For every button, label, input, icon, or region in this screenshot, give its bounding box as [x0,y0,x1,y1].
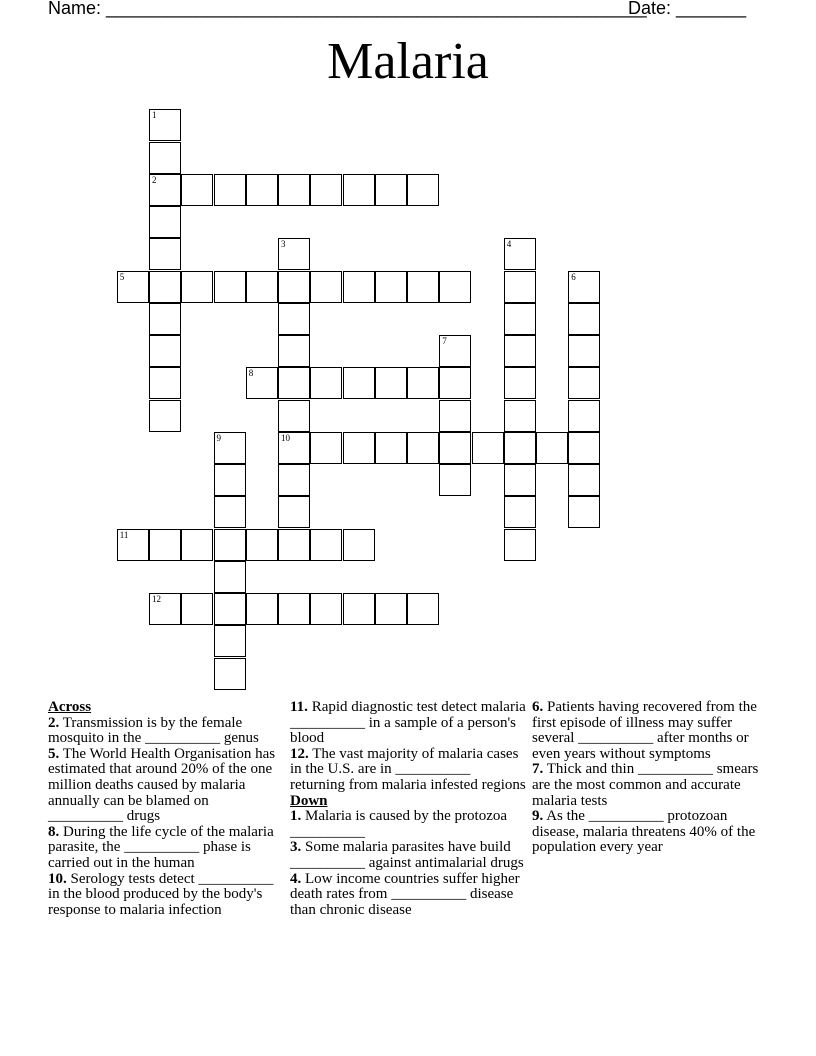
clue-across-12: 12. The vast majority of malaria cases in the U.S. are in __________ returning from malaria infested regions [290,745,526,793]
grid-cell[interactable] [246,174,278,206]
grid-cell[interactable] [278,400,310,432]
clues-column-2 [290,700,526,918]
grid-cell[interactable] [439,464,471,496]
grid-cell[interactable] [568,464,600,496]
grid-cell[interactable] [407,432,439,464]
grid-cell[interactable] [149,238,181,270]
grid-cell[interactable] [310,593,342,625]
grid-cell[interactable] [181,593,213,625]
grid-cell[interactable] [214,496,246,528]
grid-cell[interactable] [246,593,278,625]
grid-cell[interactable] [407,271,439,303]
clue-number: 6 [571,271,576,282]
date-field[interactable]: Date: _______ [628,0,747,18]
clue-number: 4 [506,239,512,250]
grid-cell[interactable] [149,335,181,367]
grid-cell[interactable] [504,271,536,303]
clue-number: 9 [216,432,221,443]
clue-across-2: 2. Transmission is by the female mosquito in the __________ genus [48,714,259,747]
grid-cell[interactable] [181,271,213,303]
clue-number: 1 [152,110,157,121]
clue-number: 10 [281,432,290,443]
clue-number: 12 [152,594,161,604]
grid-cell[interactable] [504,432,536,464]
grid-cell[interactable] [149,174,181,206]
grid-cell[interactable] [149,529,181,561]
grid-cell[interactable] [439,271,471,303]
grid-cell[interactable] [310,529,342,561]
grid-cell[interactable] [214,593,246,625]
grid-cell[interactable] [439,432,471,464]
clue-number: 7 [442,336,447,346]
grid-cell[interactable] [117,529,149,561]
grid-cell[interactable] [214,174,246,206]
grid-cell[interactable] [149,206,181,238]
clue-across-10: 10. Serology tests detect __________ in the blood produced by the body's response to malaria infection [48,870,274,918]
grid-cell[interactable] [375,432,407,464]
grid-cell[interactable] [149,593,181,625]
grid-cell[interactable] [568,400,600,432]
grid-cell[interactable] [246,367,278,399]
clue-across-5: 5. The World Health Organisation has estimated that around 20% of the one million deaths caused by malaria annually can be blamed on __________ drugs [48,745,276,825]
clue-number: 2 [152,174,157,185]
down-heading: Down [290,792,328,809]
grid-cell[interactable] [568,335,600,367]
clue-number: 8 [248,368,254,379]
grid-cell[interactable] [246,271,278,303]
grid-cell[interactable] [407,174,439,206]
clue-down-4: 4. Low income countries suffer higher death rates from __________ disease than chronic disease [290,870,520,918]
grid-cell[interactable] [439,367,471,399]
clue-number: 11 [119,529,129,540]
grid-cell[interactable] [343,432,375,464]
page-title: Malaria [327,33,489,90]
grid-cell[interactable] [504,496,536,528]
grid-cell[interactable] [278,529,310,561]
grid-cell[interactable] [504,400,536,432]
grid-cell[interactable] [246,529,278,561]
grid-cell[interactable] [439,335,471,367]
grid-cell[interactable] [504,238,536,270]
grid-cell[interactable] [343,174,375,206]
grid-cell[interactable] [310,271,342,303]
grid-cell[interactable] [310,174,342,206]
grid-cell[interactable] [278,432,310,464]
clue-across-11: 11. Rapid diagnostic test detect malaria __________ in a sample of a person's blood [290,699,526,747]
grid-cell[interactable] [504,303,536,335]
grid-cell[interactable] [343,271,375,303]
grid-cell[interactable] [504,464,536,496]
grid-cell[interactable] [568,303,600,335]
clue-down-6: 6. Patients having recovered from the first episode of illness may suffer several __________ after months or even years without symptoms [532,699,757,762]
grid-cell[interactable] [504,367,536,399]
clue-down-9: 9. As the __________ protozoan disease, malaria threatens 40% of the population every year [532,808,756,856]
grid-cell[interactable] [214,271,246,303]
grid-cell[interactable] [278,593,310,625]
grid-cell[interactable] [278,238,310,270]
clues-column-3 [532,700,768,856]
grid-cell[interactable] [278,464,310,496]
grid-cell[interactable] [343,593,375,625]
clue-across-8: 8. During the life cycle of the malaria parasite, the __________ phase is carried out in the human [48,823,274,871]
name-field[interactable]: Name: ______________________________________________________ [48,0,647,18]
grid-cell[interactable] [149,303,181,335]
clue-down-3: 3. Some malaria parasites have build __________ against antimalarial drugs [290,839,524,871]
grid-cell[interactable] [214,464,246,496]
grid-cell[interactable] [504,529,536,561]
grid-cell[interactable] [278,496,310,528]
grid-cell[interactable] [568,496,600,528]
grid-cell[interactable] [214,625,246,657]
grid-cell[interactable] [149,271,181,303]
across-heading: Across [48,699,92,715]
grid-cell[interactable] [149,142,181,174]
grid-cell[interactable] [407,593,439,625]
grid-cell[interactable] [181,174,213,206]
grid-cell[interactable] [343,367,375,399]
grid-cell[interactable] [310,367,342,399]
grid-cell[interactable] [343,529,375,561]
grid-cell[interactable] [181,529,213,561]
grid-cell[interactable] [504,335,536,367]
grid-cell[interactable] [214,432,246,464]
clue-number: 3 [281,239,286,250]
grid-cell[interactable] [278,271,310,303]
grid-cell[interactable] [149,109,181,141]
grid-cell[interactable] [375,174,407,206]
grid-cell[interactable] [149,367,181,399]
grid-cell[interactable] [375,367,407,399]
grid-cell[interactable] [310,432,342,464]
grid-cell[interactable] [214,658,246,690]
grid-cell[interactable] [214,529,246,561]
grid-cell[interactable] [439,400,471,432]
clue-down-1: 1. Malaria is caused by the protozoa __________ [290,808,508,840]
grid-cell[interactable] [278,174,310,206]
grid-cell[interactable] [536,432,568,464]
grid-cell[interactable] [278,335,310,367]
grid-cell[interactable] [568,432,600,464]
grid-cell[interactable] [278,367,310,399]
grid-cell[interactable] [568,367,600,399]
grid-cell[interactable] [472,432,504,464]
grid-cell[interactable] [278,303,310,335]
clues-column-1 [48,700,284,918]
grid-cell[interactable] [117,271,149,303]
grid-cell[interactable] [407,367,439,399]
grid-cell[interactable] [568,271,600,303]
clue-number: 5 [119,271,125,282]
grid-cell[interactable] [375,593,407,625]
clue-down-7: 7. Thick and thin __________ smears are the most common and accurate malaria tests [532,761,759,809]
grid-cell[interactable] [375,271,407,303]
grid-cell[interactable] [149,400,181,432]
grid-cell[interactable] [214,561,246,593]
